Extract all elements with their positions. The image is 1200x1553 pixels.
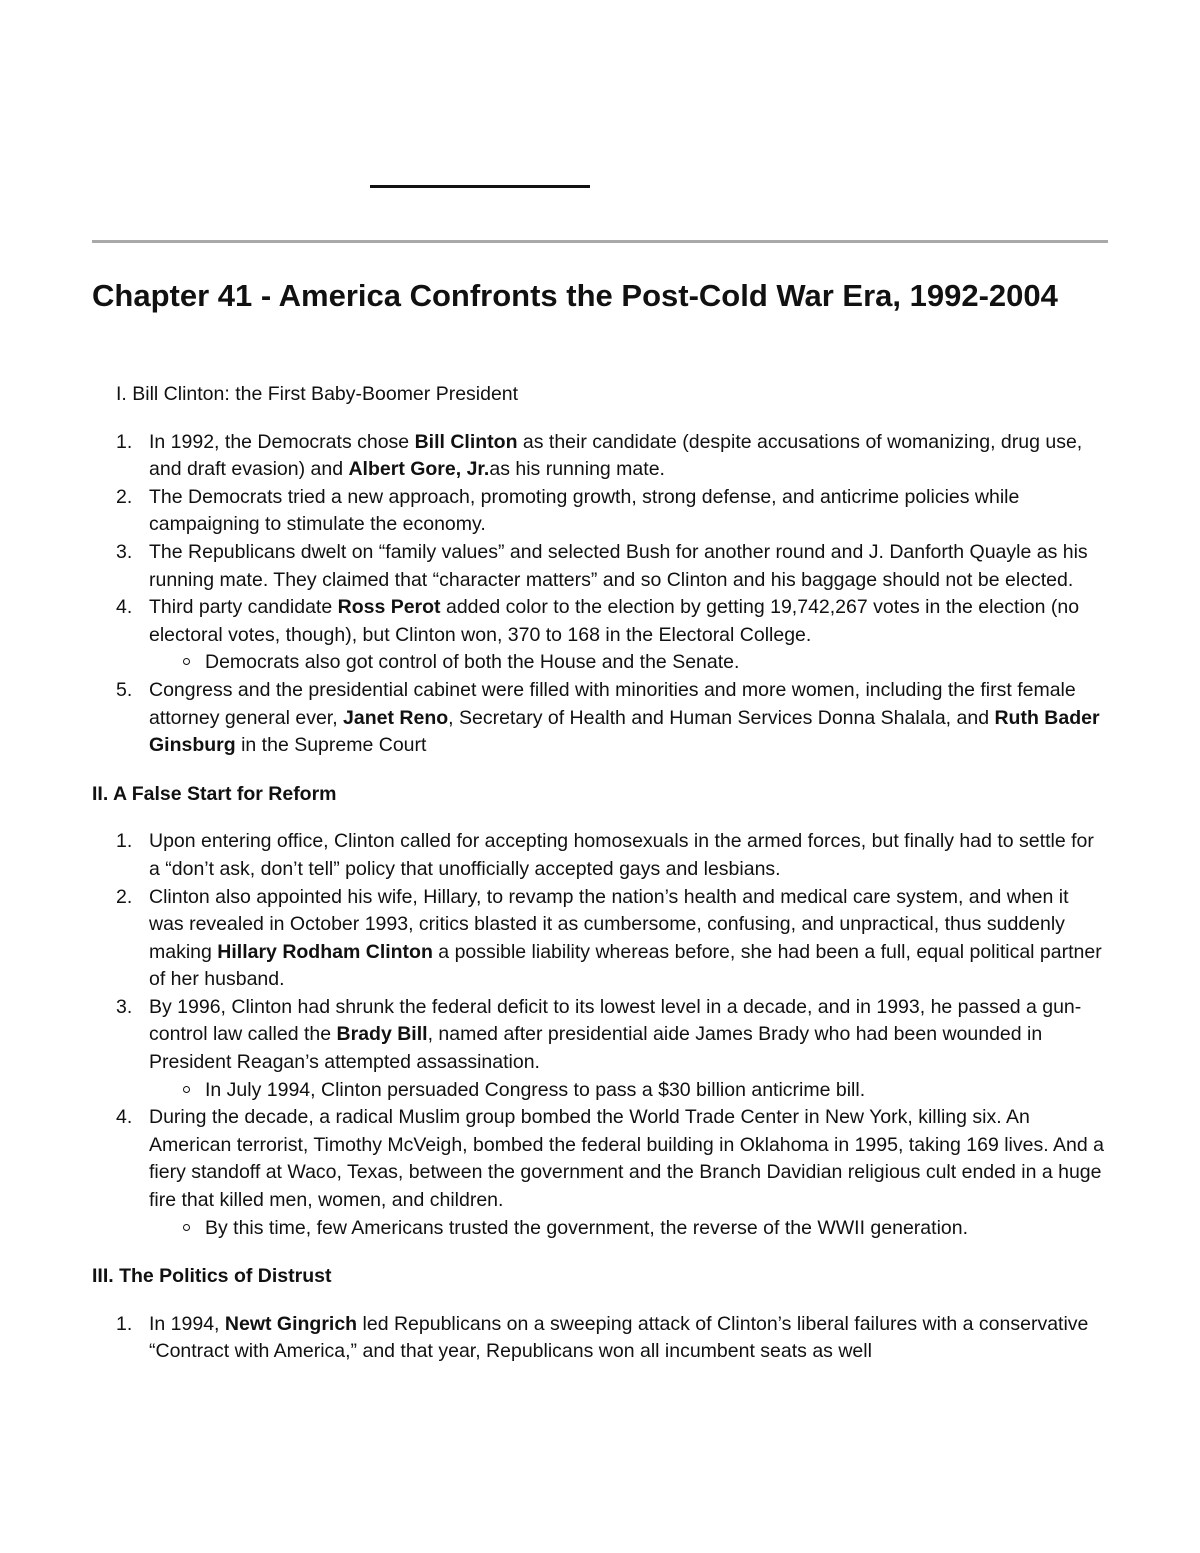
sub-list-item-text: Democrats also got control of both the House and the Senate.	[205, 651, 740, 674]
text-run: as his running mate.	[489, 458, 665, 481]
top-underline-rule	[370, 185, 590, 188]
text-run: Clinton also appointed his wife, Hillary, to revamp the nation’s health and medical care system, and when it was revealed in October 1993, critics blasted it as cumbersome, confusing, and unpractical, thus suddenly making	[149, 885, 1069, 963]
section-heading: II. A False Start for Reform	[92, 782, 337, 805]
list-item-number: 5.	[116, 678, 133, 701]
bold-term: Ross Perot	[337, 596, 441, 619]
sub-list-item	[149, 1215, 1108, 1243]
bold-term: Janet Reno	[343, 706, 449, 729]
list-item-text	[149, 596, 1079, 646]
text-run: The Democrats tried a new approach, promoting growth, strong defense, and anticrime policies while campaigning to stimulate the economy.	[149, 485, 1020, 536]
text-run: Third party candidate	[149, 596, 338, 619]
list-item-text	[149, 679, 1100, 756]
section-list	[92, 429, 1108, 760]
text-run: led Republicans on a sweeping attack of Clinton’s liberal failures with a conservative “Contract with America,” and that year, Republicans won all incumbent seats as well	[149, 1312, 1089, 1363]
list-item-number: 2.	[116, 485, 133, 508]
bold-term: Ruth Bader Ginsburg	[149, 706, 1100, 757]
list-item-text	[149, 996, 1081, 1073]
text-run: During the decade, a radical Muslim group bombed the World Trade Center in New York, killing six. An American terrorist, Timothy McVeigh, bombed the federal building in Oklahoma in 1995, taking 169 lives. And a fiery standoff at Waco, Texas, between the government and the Branch Davidian religious cult ended in a huge fire that killed men, women, and children.	[149, 1106, 1104, 1212]
list-item-text	[149, 431, 1082, 481]
text-run: added color to the election by getting 19,742,267 votes in the election (no electoral votes, though), but Clinton won, 370 to 168 in the Electoral College.	[149, 596, 1080, 646]
text-run: a possible liability whereas before, she had been a full, equal political partner of her husband.	[149, 940, 1102, 991]
list-item-text	[149, 1106, 1104, 1211]
list-item-number: 1.	[116, 430, 133, 453]
text-run: Congress and the presidential cabinet were filled with minorities and more women, including the first female attorney general ever,	[149, 678, 1076, 729]
bold-term: Bill Clinton	[414, 430, 518, 453]
hollow-circle-bullet-icon	[183, 658, 190, 665]
sub-list-item-text: By this time, few Americans trusted the government, the reverse of the WWII generation.	[205, 1216, 969, 1239]
bold-term: Albert Gore, Jr.	[348, 458, 490, 481]
list-item-text	[149, 1313, 1088, 1363]
list-item-text	[149, 541, 1088, 591]
list-item	[92, 1311, 1108, 1366]
list-item-number: 1.	[116, 830, 133, 853]
list-item-number: 1.	[116, 1312, 133, 1335]
text-run: , Secretary of Health and Human Services Donna Shalala, and	[448, 706, 995, 729]
list-item	[92, 677, 1108, 760]
text-run: Upon entering office, Clinton called for accepting homosexuals in the armed forces, but finally had to settle for a “don’t ask, don’t tell” policy that unofficially accepted gays and lesbians.	[149, 830, 1094, 880]
sub-list	[149, 1077, 1108, 1105]
section-list	[92, 1311, 1108, 1366]
list-item	[92, 539, 1108, 594]
list-item	[92, 1104, 1108, 1242]
list-item-number: 4.	[116, 1106, 133, 1129]
bold-term: Newt Gingrich	[224, 1312, 358, 1335]
list-item-text	[149, 886, 1102, 991]
text-run: By 1996, Clinton had shrunk the federal deficit to its lowest level in a decade, and in 1993, he passed a gun-control law called the	[149, 995, 1082, 1046]
sub-list	[149, 1215, 1108, 1243]
list-item-number: 3.	[116, 995, 133, 1018]
document-body	[92, 381, 1108, 1387]
list-item-number: 4.	[116, 596, 133, 619]
sub-list-item-text: In July 1994, Clinton persuaded Congress to pass a $30 billion anticrime bill.	[205, 1078, 866, 1101]
section-list	[92, 828, 1108, 1242]
text-run: In 1992, the Democrats chose	[149, 430, 415, 453]
text-run: in the Supreme Court	[235, 734, 427, 757]
text-run: In 1994,	[149, 1312, 225, 1335]
list-item	[92, 429, 1108, 484]
list-item-text	[149, 486, 1019, 536]
text-run: The Republicans dwelt on “family values” and selected Bush for another round and J. Danforth Quayle as his running mate. They claimed that “character matters” and so Clinton and his baggage should not be elected.	[149, 540, 1088, 591]
list-item-number: 3.	[116, 540, 133, 563]
bold-term: Brady Bill	[336, 1023, 428, 1046]
list-item	[92, 594, 1108, 677]
list-item-text	[149, 830, 1094, 880]
list-item	[92, 828, 1108, 883]
hollow-circle-bullet-icon	[183, 1086, 190, 1093]
list-item	[92, 484, 1108, 539]
section-heading: III. The Politics of Distrust	[92, 1265, 332, 1288]
text-run: as their candidate (despite accusations of womanizing, drug use, and draft evasion) and	[149, 430, 1083, 481]
header-divider	[92, 240, 1108, 243]
hollow-circle-bullet-icon	[183, 1224, 190, 1231]
sub-list-item	[149, 649, 1108, 677]
text-run: , named after presidential aide James Brady who had been wounded in President Reagan’s attempted assassination.	[149, 1023, 1043, 1074]
page-title: Chapter 41 - America Confronts the Post-Cold War Era, 1992-2004	[92, 278, 1058, 313]
list-item-number: 2.	[116, 885, 133, 908]
list-item	[92, 994, 1108, 1104]
bold-term: Hillary Rodham Clinton	[217, 940, 433, 963]
sub-list-item	[149, 1077, 1108, 1105]
list-item	[92, 884, 1108, 994]
section-heading: I. Bill Clinton: the First Baby-Boomer President	[116, 383, 519, 405]
sub-list	[149, 649, 1108, 677]
